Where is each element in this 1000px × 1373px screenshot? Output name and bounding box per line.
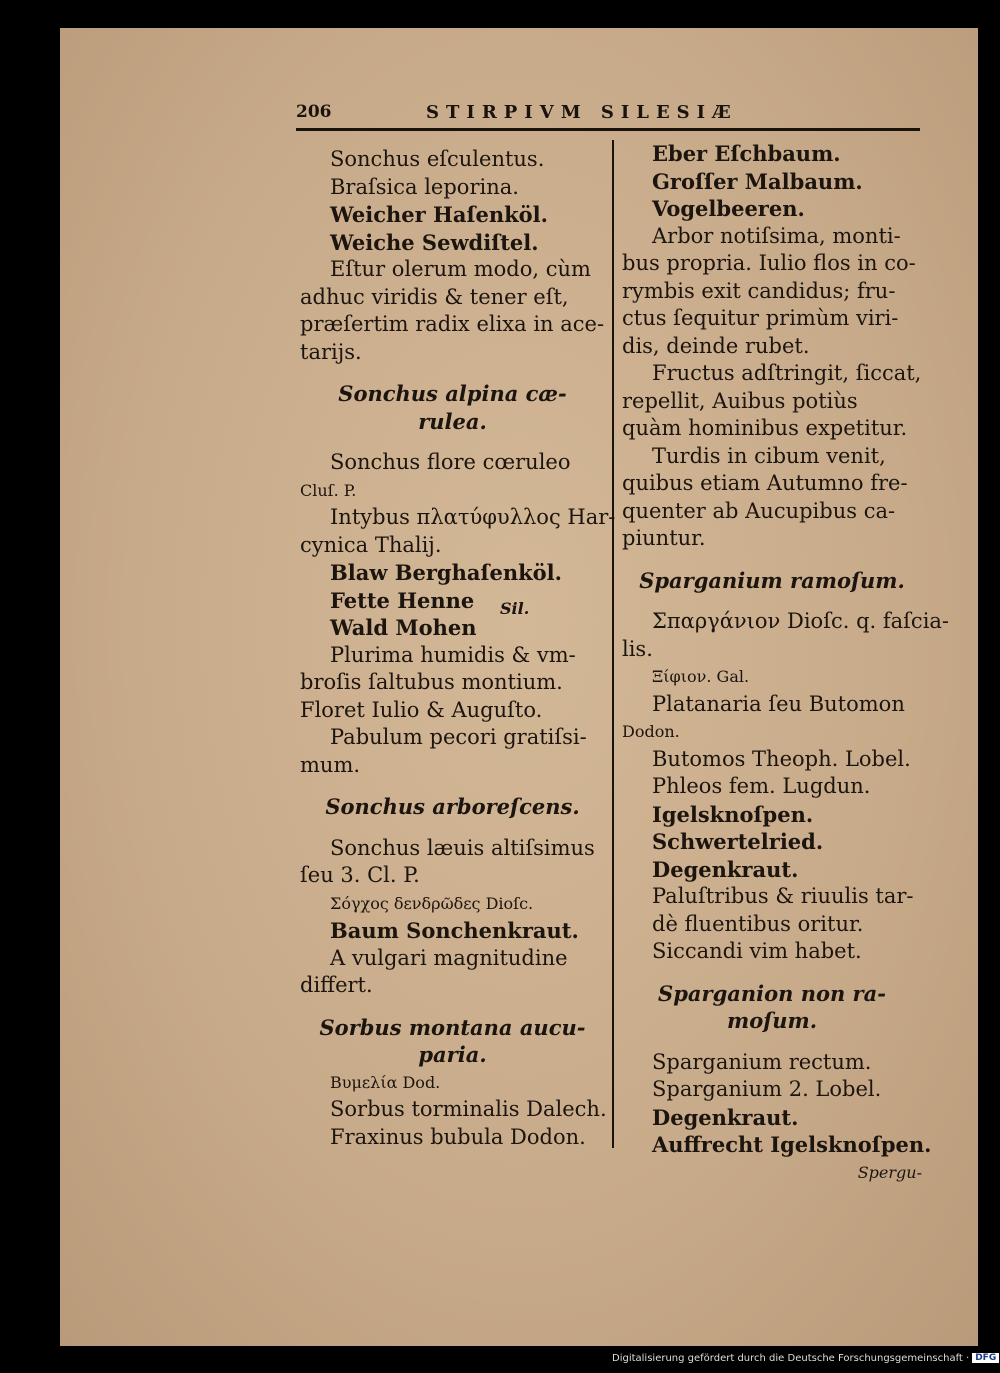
text-line: Cluſ. P. <box>300 480 357 500</box>
text-line: ctus ſequitur primùm viri- <box>622 306 899 330</box>
text-line: Sonchus eſculentus. <box>330 147 545 171</box>
right-column <box>622 140 950 1186</box>
section-heading: Sonchus arboreſcens. <box>325 794 580 819</box>
text-line: Igelsknoſpen. <box>652 801 814 827</box>
text-line <box>300 366 605 380</box>
running-header <box>296 100 921 130</box>
text-line: Blaw Berghaſenköl. <box>330 560 562 585</box>
text-line: Fructus adſtringit, ſiccat, <box>652 361 922 385</box>
text-line: cynica Thalij. <box>300 532 442 557</box>
text-line: præſertim radix elixa in ace- <box>300 312 605 336</box>
text-line: broſis ſaltubus montium. <box>300 670 563 694</box>
section-heading: moſum. <box>726 1008 818 1033</box>
text-line: Weiche Sewdiſtel. <box>330 229 539 255</box>
text-line: Siccandi vim habet. <box>652 939 862 963</box>
text-line: Sonchus læuis altiſsimus <box>330 835 595 860</box>
text-line <box>622 1035 922 1049</box>
section-heading: Sparganium ramoſum. <box>639 567 905 593</box>
text-line: Degenkraut. <box>652 856 799 882</box>
section-heading: rulea. <box>418 408 487 434</box>
text-line: Butomos Theoph. Lobel. <box>652 746 911 771</box>
section-heading: paria. <box>418 1042 487 1067</box>
text-line: Σπαργάνιον Dioſc. q. faſcia- <box>652 609 950 633</box>
footer-text: Digitalisierung gefördert durch die Deutsche Forschungsgemeinschaft · <box>612 1353 970 1364</box>
text-line: Spergu- <box>857 1162 922 1182</box>
text-line: quibus etiam Autumno fre- <box>622 471 908 495</box>
text-line: Dodon. <box>622 722 680 741</box>
text-line: mum. <box>300 752 361 777</box>
text-line: Groſſer Malbaum. <box>652 168 863 194</box>
text-line <box>622 594 922 608</box>
text-line: differt. <box>300 973 373 997</box>
text-line: Plurima humidis & vm- <box>330 642 576 667</box>
text-line: Sparganium 2. Lobel. <box>652 1077 882 1101</box>
text-line: Weicher Haſenköl. <box>330 202 548 227</box>
text-line: Arbor notiſsima, monti- <box>652 223 901 248</box>
text-line: Sparganium rectum. <box>652 1049 872 1074</box>
text-line <box>622 966 922 980</box>
text-line: Ξίφιον. Gal. <box>652 667 750 686</box>
text-line: rymbis exit candidus; fru- <box>622 278 896 303</box>
text-line: lis. <box>622 636 653 661</box>
text-line: dis, deinde rubet. <box>622 333 810 358</box>
footer-credit <box>612 1353 997 1369</box>
dfg-logo-icon: DFG <box>972 1353 999 1363</box>
header-rule <box>296 128 920 131</box>
text-line: A vulgari magnitudine <box>330 945 568 970</box>
brace-label: Sil. <box>500 598 530 618</box>
text-line: Platanaria ſeu Butomon <box>652 691 905 716</box>
text-line: Fraxinus bubula Dodon. <box>330 1124 586 1149</box>
section-heading: Sonchus alpina cæ- <box>338 381 567 406</box>
text-line: Schwertelried. <box>652 829 824 854</box>
page-number: 206 <box>296 102 332 122</box>
text-line: bus propria. Iulio flos in co- <box>622 251 916 275</box>
text-line: tarijs. <box>300 339 362 364</box>
running-title: STIRPIVM SILESIÆ <box>426 102 738 123</box>
text-line: repellit, Auibus potiùs <box>622 388 858 413</box>
text-line: Degenkraut. <box>652 1104 799 1130</box>
text-line: adhuc viridis & tener eſt, <box>300 284 569 309</box>
section-heading: Sparganion non ra- <box>658 980 886 1006</box>
text-line: Wald Mohen <box>330 615 477 640</box>
text-line: Sonchus flore cœruleo <box>330 450 571 474</box>
text-line <box>300 1000 605 1014</box>
text-line: Turdis in cibum venit, <box>652 443 886 468</box>
text-line: Braſsica leporina. <box>330 174 519 199</box>
text-line: ſeu 3. Cl. P. <box>300 863 420 887</box>
text-line: Intybus πλατύφυλλος Har- <box>330 505 616 529</box>
text-line <box>300 435 605 449</box>
text-line: Floret Iulio & Auguſto. <box>300 697 543 722</box>
text-line: Σόγχος δενδρῶδες Dioſc. <box>330 893 534 913</box>
text-line: Pabulum pecori gratiſsi- <box>330 725 587 749</box>
text-line: Βυμελία Dod. <box>330 1072 441 1092</box>
text-line: Eber Eſchbaum. <box>652 141 841 166</box>
text-line: quàm hominibus expetitur. <box>622 416 908 440</box>
text-line <box>300 821 605 835</box>
text-line <box>300 779 605 793</box>
text-line: Eſtur olerum modo, cùm <box>330 257 591 281</box>
text-line: Vogelbeeren. <box>652 196 805 221</box>
text-line: Paluſtribus & riuulis tar- <box>652 884 914 908</box>
text-line: Baum Sonchenkraut. <box>330 918 579 943</box>
text-line: Auffrecht Igelsknoſpen. <box>652 1132 932 1157</box>
text-line: Phleos fem. Lugdun. <box>652 774 871 798</box>
left-column <box>300 146 616 1151</box>
column-divider <box>612 140 614 1148</box>
text-line <box>622 553 922 567</box>
text-line: piuntur. <box>622 526 706 550</box>
text-line: Fette Henne Sil. <box>300 587 605 615</box>
text-line: Sorbus torminalis Dalech. <box>330 1097 607 1121</box>
section-heading: Sorbus montana aucu- <box>319 1014 586 1040</box>
text-line: quenter ab Aucupibus ca- <box>622 498 896 523</box>
text-line: dè fluentibus oritur. <box>652 911 864 936</box>
